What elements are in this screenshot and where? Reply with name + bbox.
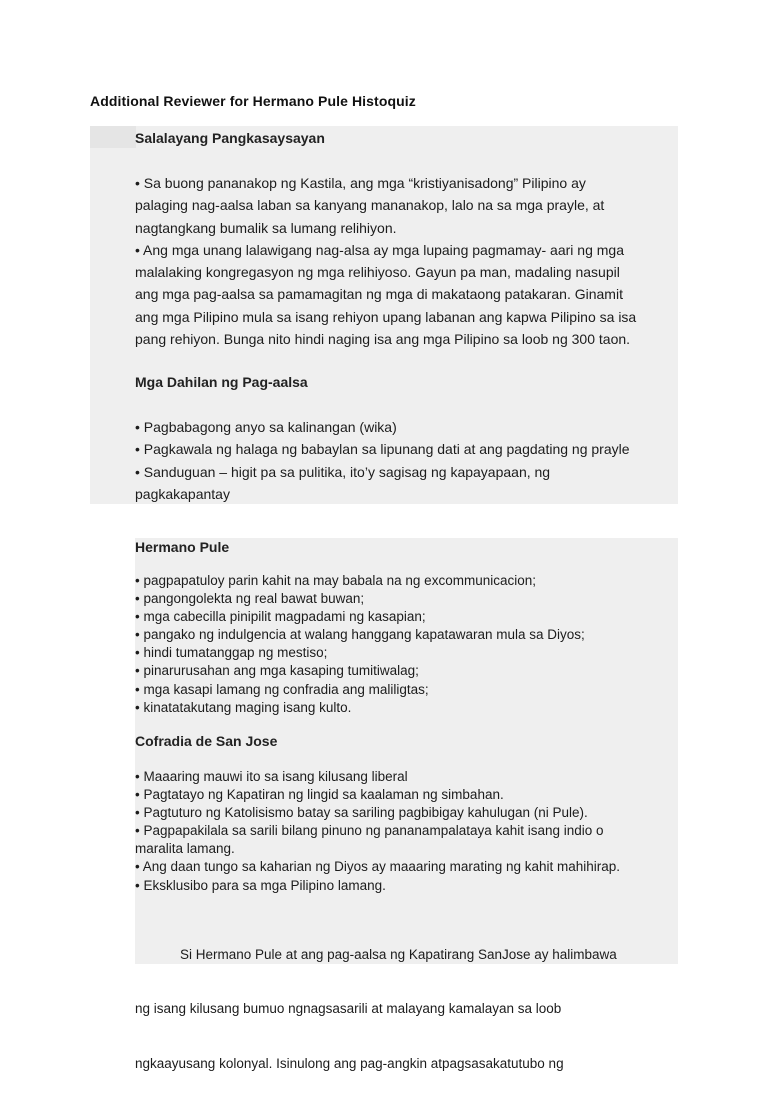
text-line: malalaking kongregasyon ng mga relihiyoso. Gayun pa man, madaling nasupil (135, 264, 620, 281)
section-heading-hermano-pule: Hermano Pule (135, 539, 230, 555)
list-item: • mga kasapi lamang ng confradia ang maliligtas; (135, 681, 429, 697)
text-line: ang mga pag-aalsa sa pamamagitan ng mga di makataong patakaran. Ginamit (135, 286, 623, 303)
text-line: ang mga Pilipino mula sa isang rehiyon upang labanan ang kapwa Pilipino sa isa (135, 308, 637, 325)
text-line: pang rehiyon. Bunga nito hindi naging isa ang mga Pilipino sa loob ng 300 taon. (135, 331, 631, 348)
text-line: • Pagbabagong anyo sa kalinangan (wika) (135, 419, 397, 435)
list-item: • pangongolekta ng real bawat buwan; (135, 591, 365, 607)
list-item: • pangako ng indulgencia at walang hanggang kapatawaran mula sa Diyos; (135, 627, 585, 643)
closing-paragraph (135, 910, 680, 1109)
list-item: • pagpapatuloy parin kahit na may babala na ng excommunicacion; (135, 573, 536, 588)
section-body-salalayang (135, 172, 680, 350)
text-line: • Sanduguan – higit pa sa pulitika, ito’y sagisag ng kapayapaan, ng (135, 463, 551, 480)
list-item: • Eksklusibo para sa mga Pilipino lamang. (135, 877, 386, 893)
margin-band (90, 126, 136, 148)
text-line: • Pagkawala ng halaga ng babaylan sa lipunang dati at ang pagdating ng prayle (135, 441, 630, 458)
list-item: • mga cabecilla pinipilit magpadami ng kasapian; (135, 609, 426, 625)
list-item: • Pagtuturo ng Katolisismo batay sa sariling pagbibigay kahulugan (ni Pule). (135, 805, 588, 821)
hermano-pule-list (135, 572, 680, 717)
text-line: palaging nag-aalsa laban sa kanyang mananakop, lalo na sa mga prayle, at (135, 197, 605, 214)
list-item: • Pagpapakilala sa sarili bilang pinuno ng pananampalataya kahit isang indio o (135, 823, 604, 839)
text-line: Si Hermano Pule at ang pag-aalsa ng Kapatirang SanJose ay halimbawa (135, 947, 617, 963)
list-item: • hindi tumatanggap ng mestiso; (135, 645, 328, 661)
text-line: • Ang mga unang lalawigang nag-alsa ay mga lupaing pagmamay- aari ng mga (135, 241, 624, 258)
section-heading-cofradia: Cofradia de San Jose (135, 733, 278, 749)
list-item: • Ang daan tungo sa kaharian ng Diyos ay maaaring marating ng kahit mahihirap. (135, 859, 621, 875)
list-item: maralita lamang. (135, 841, 235, 857)
list-item: • Pagtatayo ng Kapatiran ng lingid sa kaalaman ng simbahan. (135, 787, 504, 803)
list-item: • Maaaring mauwi ito sa isang kilusang liberal (135, 769, 408, 784)
list-item: • pinarurusahan ang mga kasaping tumitiwalag; (135, 663, 419, 679)
text-line: nagtangkang bumalik sa lumang relihiyon. (135, 219, 397, 236)
section-heading-dahilan: Mga Dahilan ng Pag-aalsa (135, 374, 308, 390)
document-title: Additional Reviewer for Hermano Pule Histoquiz (90, 93, 416, 109)
text-line: pagkakapantay (135, 485, 230, 502)
cofradia-list (135, 768, 680, 895)
text-line: ng isang kilusang bumuo ngnagsasarili at malayang kamalayan sa loob (135, 1001, 562, 1017)
list-item: • kinatatakutang maging isang kulto. (135, 699, 352, 715)
section-heading-salalayang: Salalayang Pangkasaysayan (135, 130, 325, 146)
text-line: ngkaayusang kolonyal. Isinulong ang pag-angkin atpagsasakatutubo ng (135, 1055, 564, 1071)
text-line: • Sa buong pananakop ng Kastila, ang mga “kristiyanisadong” Pilipino ay (135, 175, 586, 191)
section-body-dahilan (135, 416, 680, 505)
